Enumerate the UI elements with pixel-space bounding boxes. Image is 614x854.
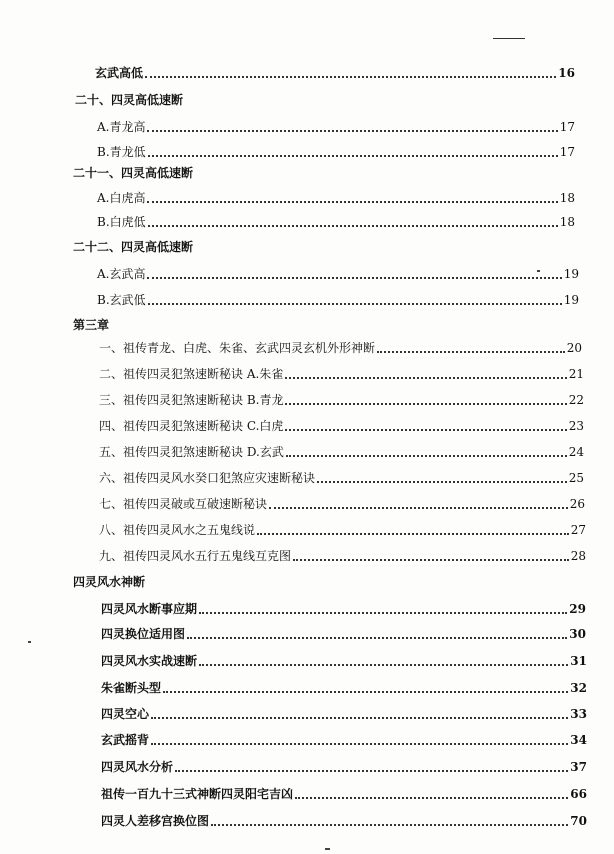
- toc-entry: [97, 191, 575, 205]
- toc-entry-label: 玄武高低: [95, 66, 144, 80]
- leader-dots: [285, 369, 566, 379]
- leader-dots: [163, 683, 568, 693]
- toc-entry-label: B.白虎低: [97, 215, 146, 229]
- toc-entry-label: 五、祖传四灵犯煞速断秘诀 D.玄武: [99, 445, 284, 459]
- toc-entry-label: 四灵人差移宫换位图: [101, 814, 210, 828]
- toc-entry-label: 玄武摇背: [101, 733, 150, 747]
- toc-entry-page: 17: [559, 145, 575, 159]
- toc-entry-page: 32: [570, 681, 587, 695]
- leader-dots: [148, 217, 558, 227]
- leader-dots: [211, 816, 568, 826]
- toc-entry-label: B.玄武低: [97, 293, 146, 307]
- toc-entry-label: 六、祖传四灵风水癸口犯煞应灾速断秘诀: [99, 471, 316, 485]
- toc-entry-label: 四灵风水分析: [101, 760, 174, 774]
- toc-entry: [101, 707, 587, 721]
- leader-dots: [148, 147, 558, 157]
- toc-entry-page: 19: [563, 293, 579, 307]
- toc-entry-label: 三、祖传四灵犯煞速断秘诀 B.青龙: [99, 393, 284, 407]
- toc-entry-page: 20: [566, 341, 582, 355]
- section-heading: 四灵风水神断: [73, 575, 146, 589]
- toc-entry-page: 23: [568, 419, 584, 433]
- toc-entry: [101, 627, 586, 641]
- scan-speck: [537, 270, 540, 272]
- toc-entry-label: 四灵空心: [101, 707, 150, 721]
- toc-entry-page: 30: [569, 627, 586, 641]
- toc-entry-page: 70: [570, 814, 587, 828]
- toc-entry: [97, 293, 579, 307]
- toc-entry-page: 22: [568, 393, 584, 407]
- leader-dots: [199, 656, 568, 666]
- toc-entry: [101, 681, 587, 695]
- toc-entry-page: 25: [568, 471, 584, 485]
- leader-dots: [257, 525, 569, 535]
- leader-dots: [187, 629, 567, 639]
- toc-entry-label: 朱雀断头型: [101, 681, 162, 695]
- toc-entry-label: B.青龙低: [97, 145, 146, 159]
- toc-entry-page: 16: [558, 66, 575, 80]
- toc-entry-label: 四灵风水实战速断: [101, 654, 198, 668]
- toc-entry: [101, 733, 587, 747]
- toc-entry: [97, 267, 579, 281]
- toc-entry-page: 66: [570, 787, 587, 801]
- toc-entry-page: 28: [570, 549, 586, 563]
- chapter-heading: 第三章: [73, 318, 110, 332]
- toc-entry-label: 祖传一百九十三式神断四灵阳宅吉凶: [101, 787, 294, 801]
- toc-entry-page: 31: [570, 654, 587, 668]
- section-heading: 二十二、四灵高低速断: [73, 240, 194, 254]
- toc-entry-page: 33: [570, 707, 587, 721]
- toc-entry: [99, 549, 586, 563]
- toc-entry: [99, 445, 584, 459]
- toc-entry-page: 17: [559, 120, 575, 134]
- leader-dots: [293, 551, 569, 561]
- scan-speck: [28, 641, 31, 643]
- toc-entry-page: 19: [563, 267, 579, 281]
- toc-entry: [101, 654, 587, 668]
- toc-entry: [97, 120, 575, 134]
- leader-dots: [148, 295, 562, 305]
- toc-entry: [101, 760, 587, 774]
- toc-entry: [101, 814, 587, 828]
- toc-entry-label: 四、祖传四灵犯煞速断秘诀 C.白虎: [99, 419, 284, 433]
- leader-dots: [175, 762, 568, 772]
- toc-entry-label: 一、祖传青龙、白虎、朱雀、玄武四灵玄机外形神断: [99, 341, 376, 355]
- section-heading: 二十、四灵高低速断: [75, 93, 184, 107]
- leader-dots: [147, 122, 557, 132]
- leader-dots: [147, 269, 561, 279]
- leader-dots: [151, 735, 568, 745]
- toc-entry-label: 七、祖传四灵破或互破速断秘诀: [99, 497, 268, 511]
- leader-dots: [151, 709, 568, 719]
- leader-dots: [295, 789, 568, 799]
- toc-entry: [99, 367, 584, 381]
- toc-entry: [97, 215, 575, 229]
- toc-entry-label: A.玄武高: [97, 267, 146, 281]
- toc-entry: [101, 787, 587, 801]
- leader-dots: [377, 343, 565, 353]
- toc-entry-page: 18: [559, 215, 575, 229]
- toc-entry: [97, 145, 575, 159]
- toc-entry-label: A.青龙高: [97, 120, 146, 134]
- toc-entry: [99, 341, 582, 355]
- toc-entry: [99, 497, 585, 511]
- leader-dots: [285, 395, 566, 405]
- toc-entry-label: 四灵换位适用图: [101, 627, 186, 641]
- leader-dots: [286, 447, 567, 457]
- toc-entry: [95, 66, 575, 80]
- toc-entry-page: 18: [559, 191, 575, 205]
- leader-dots: [285, 421, 566, 431]
- leader-dots: [147, 193, 557, 203]
- toc-entry-page: 24: [568, 445, 584, 459]
- scan-speck: [325, 848, 330, 850]
- toc-entry-label: 四灵风水断事应期: [101, 602, 198, 616]
- section-heading: 二十一、四灵高低速断: [73, 166, 194, 180]
- toc-entry-page: 26: [569, 497, 585, 511]
- toc-entry-page: 37: [570, 760, 587, 774]
- toc-entry: [99, 393, 584, 407]
- toc-entry: [99, 471, 584, 485]
- toc-entry-page: 21: [568, 367, 584, 381]
- toc-entry: [99, 419, 584, 433]
- toc-entry-label: 二、祖传四灵犯煞速断秘诀 A.朱雀: [99, 367, 284, 381]
- toc-entry: [99, 523, 586, 537]
- leader-dots: [199, 604, 567, 614]
- toc-entry-page: 27: [570, 523, 586, 537]
- toc-entry-label: 九、祖传四灵风水五行五鬼线互克图: [99, 549, 292, 563]
- leader-dots: [145, 68, 556, 78]
- toc-entry-page: 29: [569, 602, 586, 616]
- leader-dots: [317, 473, 567, 483]
- top-rule: [493, 38, 525, 39]
- leader-dots: [269, 499, 568, 509]
- toc-entry-label: A.白虎高: [97, 191, 146, 205]
- toc-entry: [101, 602, 586, 616]
- toc-entry-page: 34: [570, 733, 587, 747]
- toc-entry-label: 八、祖传四灵风水之五鬼线说: [99, 523, 256, 537]
